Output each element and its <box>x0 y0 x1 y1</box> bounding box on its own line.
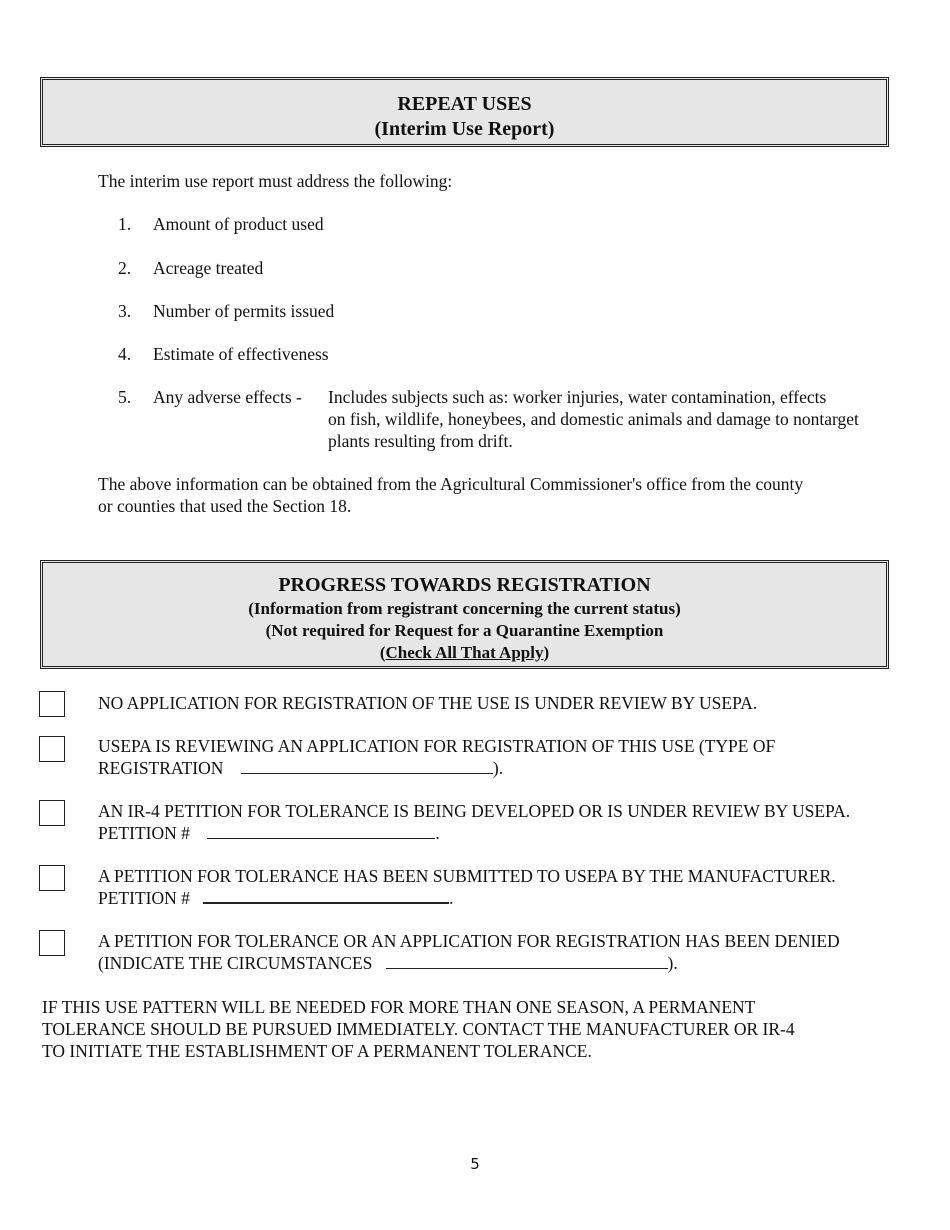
option-line: A PETITION FOR TOLERANCE OR AN APPLICATION FOR REGISTRATION HAS BEEN DENIED <box>98 931 840 951</box>
registration-label: REGISTRATION <box>98 758 224 778</box>
interim-intro: The interim use report must address the following: <box>98 171 453 191</box>
checkbox-manufacturer-petition[interactable] <box>39 865 65 891</box>
source-note <box>98 473 803 517</box>
source-note-line: or counties that used the Section 18. <box>98 496 352 516</box>
paren-close: ) <box>543 643 550 662</box>
circumstances-field[interactable] <box>386 954 668 969</box>
line-end: . <box>448 888 454 908</box>
checkbox-ir4-petition[interactable] <box>39 800 65 826</box>
progress-subtitle-1: (Information from registrant concerning the current status) <box>248 599 681 618</box>
list-item-number: 3. <box>118 301 132 321</box>
line-end: ). <box>667 953 678 973</box>
progress-subtitle-2: (Not required for Request for a Quarantine Exemption <box>265 621 664 640</box>
option-line: AN IR-4 PETITION FOR TOLERANCE IS BEING DEVELOPED OR IS UNDER REVIEW BY USEPA. <box>98 801 851 821</box>
option-line: USEPA IS REVIEWING AN APPLICATION FOR REGISTRATION OF THIS USE (TYPE OF <box>98 736 776 756</box>
circumstances-label: (INDICATE THE CIRCUMSTANCES <box>98 953 373 973</box>
option-no-application: NO APPLICATION FOR REGISTRATION OF THE USE IS UNDER REVIEW BY USEPA. <box>98 693 758 713</box>
list-item-number: 5. <box>118 387 132 407</box>
line-end: . <box>435 823 440 843</box>
list-item: Estimate of effectiveness <box>153 344 329 364</box>
closing-line: IF THIS USE PATTERN WILL BE NEEDED FOR MORE THAN ONE SEASON, A PERMANENT <box>42 997 756 1017</box>
repeat-uses-header <box>40 77 889 147</box>
repeat-uses-subtitle: (Interim Use Report) <box>374 118 555 140</box>
permanent-tolerance-note <box>42 996 795 1062</box>
list-item: Any adverse effects - <box>153 387 302 407</box>
option-line-2 <box>98 887 836 909</box>
option-line-2 <box>98 822 850 844</box>
source-note-line: The above information can be obtained from the Agricultural Commissioner's office from the county <box>98 474 804 494</box>
adverse-detail-line: on fish, wildlife, honeybees, and domestic animals and damage to nontarget <box>328 409 859 429</box>
adverse-detail-line: Includes subjects such as: worker injuries, water contamination, effects <box>328 387 827 407</box>
closing-line: TO INITIATE THE ESTABLISHMENT OF A PERMANENT TOLERANCE. <box>42 1041 592 1061</box>
option-line-2 <box>98 757 775 779</box>
ir4-petition-number-field[interactable] <box>207 824 435 839</box>
progress-subtitle-3 <box>43 642 886 664</box>
checkbox-no-application[interactable] <box>39 691 65 717</box>
option-denied <box>98 930 840 974</box>
option-line-2 <box>98 952 840 974</box>
check-all-label: Check All That Apply <box>385 643 544 662</box>
option-ir4-petition <box>98 800 850 844</box>
adverse-effects-detail <box>328 386 859 452</box>
checkbox-denied[interactable] <box>39 930 65 956</box>
petition-label: PETITION # <box>98 823 190 843</box>
progress-header <box>40 560 889 669</box>
registration-type-field[interactable] <box>241 759 493 774</box>
page-number: 5 <box>470 1155 480 1173</box>
line-end: ). <box>492 758 504 778</box>
petition-label: PETITION # <box>98 888 190 908</box>
progress-title: PROGRESS TOWARDS REGISTRATION <box>278 574 651 596</box>
closing-line: TOLERANCE SHOULD BE PURSUED IMMEDIATELY. CONTACT THE MANUFACTURER OR IR-4 <box>42 1019 795 1039</box>
paren-open: ( <box>379 643 386 662</box>
list-item: Number of permits issued <box>153 301 335 321</box>
manufacturer-petition-number-field[interactable] <box>203 888 449 904</box>
list-item-number: 1. <box>118 214 132 234</box>
option-usepa-reviewing <box>98 735 775 779</box>
list-item: Acreage treated <box>153 258 264 278</box>
list-item: Amount of product used <box>153 214 324 234</box>
list-item-number: 2. <box>118 258 132 278</box>
option-line: A PETITION FOR TOLERANCE HAS BEEN SUBMITTED TO USEPA BY THE MANUFACTURER. <box>98 866 836 886</box>
repeat-uses-title: REPEAT USES <box>397 93 532 115</box>
adverse-detail-line: plants resulting from drift. <box>328 431 513 451</box>
list-item-number: 4. <box>118 344 132 364</box>
option-manufacturer-petition <box>98 865 836 909</box>
checkbox-usepa-reviewing[interactable] <box>39 736 65 762</box>
